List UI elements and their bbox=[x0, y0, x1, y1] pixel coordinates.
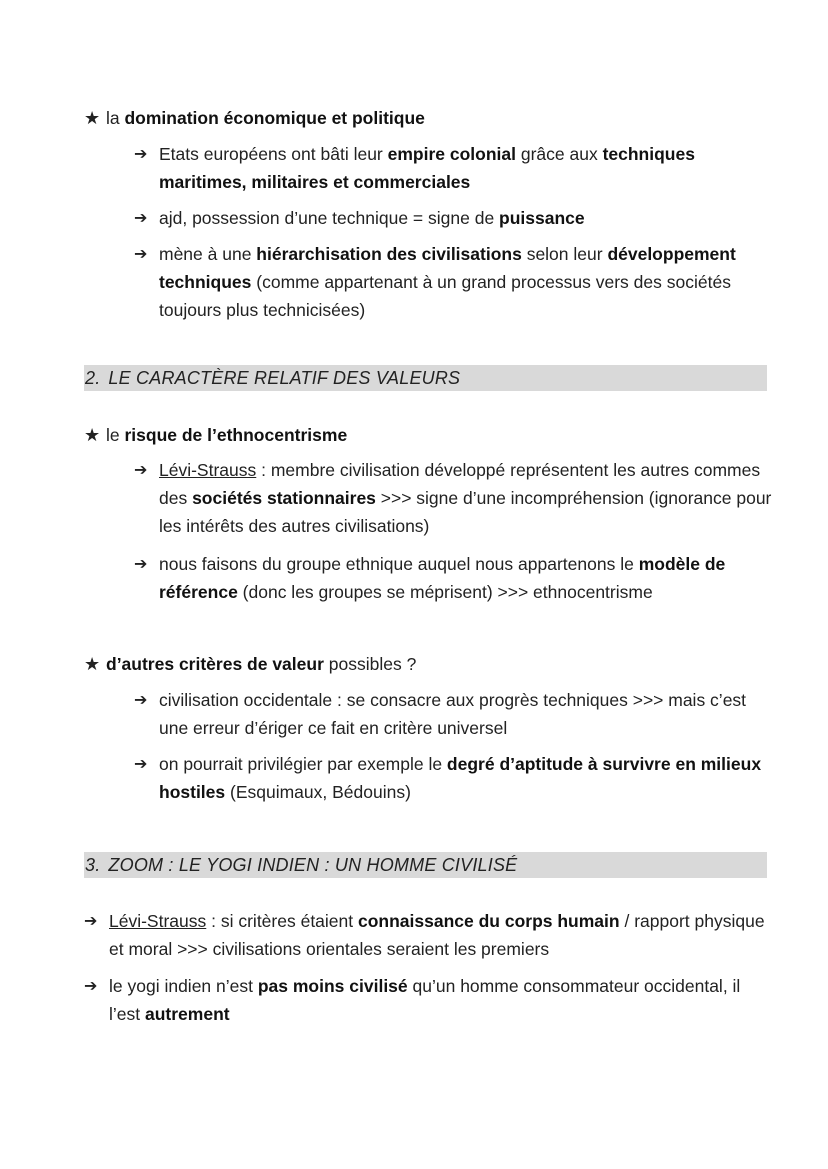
list-item: ➔ Lévi-Strauss : si critères étaient connaissance du corps humain / rapport physique et moral >>> civilisations orientales seraient les premiers bbox=[84, 907, 774, 963]
section-heading-2: 2. LE CARACTÈRE RELATIF DES VALEURS bbox=[84, 365, 767, 391]
arrow-icon: ➔ bbox=[134, 460, 148, 479]
list-item: ➔ civilisation occidentale : se consacre aux progrès techniques >>> mais c’est une erreur d’ériger ce fait en critère universel bbox=[134, 686, 774, 742]
arrow-icon: ➔ bbox=[134, 144, 148, 163]
list-item: ➔ Etats européens ont bâti leur empire colonial grâce aux techniques maritimes, militaires et commerciales bbox=[134, 140, 774, 196]
arrow-icon: ➔ bbox=[84, 911, 98, 930]
bullet-criteres: ★ d’autres critères de valeur possibles ? bbox=[84, 650, 774, 679]
arrow-icon: ➔ bbox=[134, 554, 148, 573]
bullet-ethnocentrisme: ★ le risque de l’ethnocentrisme bbox=[84, 421, 774, 450]
list-item: ➔ nous faisons du groupe ethnique auquel nous appartenons le modèle de référence (donc les groupes se méprisent) >>> ethnocentrisme bbox=[134, 550, 774, 606]
star-icon: ★ bbox=[84, 425, 101, 446]
bullet-domination: ★ la domination économique et politique bbox=[84, 104, 774, 133]
arrow-icon: ➔ bbox=[134, 690, 148, 709]
list-item: ➔ le yogi indien n’est pas moins civilisé qu’un homme consommateur occidental, il l’est autrement bbox=[84, 972, 774, 1028]
list-item: ➔ Lévi-Strauss : membre civilisation développé représentent les autres commes des sociétés stationnaires >>> signe d’une incompréhension (ignorance pour les intérêts des autres civilisations) bbox=[134, 456, 774, 540]
star-icon: ★ bbox=[84, 108, 101, 129]
section-heading-3: 3. ZOOM : LE YOGI INDIEN : UN HOMME CIVILISÉ bbox=[84, 852, 767, 878]
arrow-icon: ➔ bbox=[134, 208, 148, 227]
list-item: ➔ on pourrait privilégier par exemple le degré d’aptitude à survivre en milieux hostiles (Esquimaux, Bédouins) bbox=[134, 750, 774, 806]
list-item: ➔ ajd, possession d’une technique = signe de puissance bbox=[134, 204, 774, 232]
arrow-icon: ➔ bbox=[134, 244, 148, 263]
list-item: ➔ mène à une hiérarchisation des civilisations selon leur développement techniques (comme appartenant à un grand processus vers des sociétés toujours plus technicisées) bbox=[134, 240, 774, 324]
star-icon: ★ bbox=[84, 654, 101, 675]
arrow-icon: ➔ bbox=[84, 976, 98, 995]
arrow-icon: ➔ bbox=[134, 754, 148, 773]
